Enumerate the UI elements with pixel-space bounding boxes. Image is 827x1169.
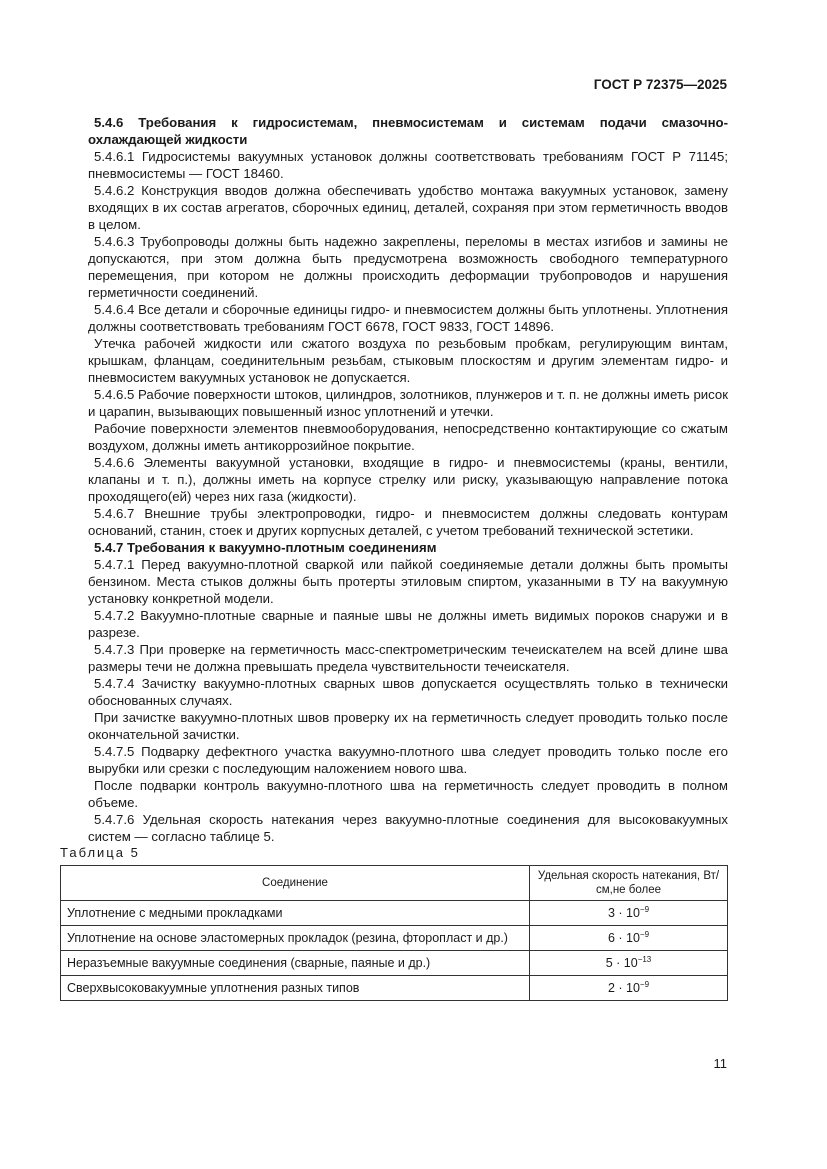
connection-cell: Уплотнение с медными прокладками [61, 901, 530, 926]
leak-rate-cell: $2 \cdot 10^{-9}$ [530, 976, 728, 1001]
table-caption: Таблица 5 [60, 845, 140, 860]
table-row [61, 926, 728, 951]
connection-cell: Уплотнение на основе эластомерных прокладок (резина, фторопласт и др.) [61, 926, 530, 951]
paragraph: 5.4.7.6 Удельная скорость натекания через вакуумно-плотные соединения для высоковакуумных систем — согласно таблице 5. [88, 812, 728, 844]
paragraph: 5.4.6.6 Элементы вакуумной установки, входящие в гидро- и пневмосистемы (краны, вентили, клапаны и т. п.), должны иметь на корпусе стрелку или риску, указывающую направление потока проходящего(ей) через них газа (жидкости). [88, 455, 728, 504]
paragraph: При зачистке вакуумно-плотных швов проверку их на герметичность следует проводить только после окончательной зачистки. [88, 710, 728, 742]
table-row [61, 976, 728, 1001]
document-body [88, 114, 728, 845]
paragraph: 5.4.7.3 При проверке на герметичность масс-спектрометрическим течеискателем на всей длине шва размеры течи не должна превышать предела чувствительности течеискателя. [88, 642, 728, 674]
paragraph: 5.4.6.7 Внешние трубы электропроводки, гидро- и пневмосистем должны следовать контурам оснований, станин, стоек и других корпусных деталей, с учетом требований технической эстетики. [88, 506, 728, 538]
table-header-row [61, 866, 728, 901]
column-header-leak-rate: Удельная скорость натекания, Вт/см,не более [530, 866, 728, 901]
page-number: 11 [713, 1056, 727, 1071]
paragraph: 5.4.7.2 Вакуумно-плотные сварные и паяные швы не должны иметь видимых пороков снаружи и в разрезе. [88, 608, 728, 640]
paragraph: Рабочие поверхности элементов пневмооборудования, непосредственно контактирующие со сжатым воздухом, должны иметь антикоррозийное покрытие. [88, 421, 728, 453]
paragraph: 5.4.6.5 Рабочие поверхности штоков, цилиндров, золотников, плунжеров и т. п. не должны иметь рисок и царапин, вызывающих повышенный износ уплотнений и утечки. [88, 387, 728, 419]
leak-rate-table [60, 865, 728, 1001]
document-id: ГОСТ Р 72375—2025 [593, 77, 727, 92]
paragraph: 5.4.6.2 Конструкция вводов должна обеспечивать удобство монтажа вакуумных установок, замену входящих в их состав агрегатов, сборочных единиц, деталей, сохраняя при этом герметичность вводов в целом. [88, 183, 728, 232]
section-heading: 5.4.6 Требования к гидросистемам, пневмосистемам и системам подачи смазочно-охлаждающей жидкости [88, 115, 728, 147]
paragraph: После подварки контроль вакуумно-плотного шва на герметичность следует проводить в полном объеме. [88, 778, 728, 810]
leak-rate-cell: $3 \cdot 10^{-9}$ [530, 901, 728, 926]
connection-cell: Неразъемные вакуумные соединения (сварные, паяные и др.) [61, 951, 530, 976]
table-row [61, 951, 728, 976]
paragraph: 5.4.7.5 Подварку дефектного участка вакуумно-плотного шва следует проводить только после его вырубки или срезки с последующим наложением нового шва. [88, 744, 728, 776]
column-header-connection: Соединение [61, 866, 530, 901]
table-row [61, 901, 728, 926]
paragraph: 5.4.7.4 Зачистку вакуумно-плотных сварных швов допускается осуществлять только в технически обоснованных случаях. [88, 676, 728, 708]
section-heading: 5.4.7 Требования к вакуумно-плотным соединениям [94, 540, 437, 555]
paragraph: 5.4.7.1 Перед вакуумно-плотной сваркой или пайкой соединяемые детали должны быть промыты бензином. Места стыков должны быть протерты этиловым спиртом, указанными в ТУ на вакуумную установку конкретной модели. [88, 557, 728, 606]
paragraph: 5.4.6.3 Трубопроводы должны быть надежно закреплены, переломы в местах изгибов и замины не допускаются, при этом должна быть предусмотрена возможность свободного температурного перемещения, при котором не должны происходить деформации трубопроводов и нарушения герметичности соединений. [88, 234, 728, 300]
paragraph: Утечка рабочей жидкости или сжатого воздуха по резьбовым пробкам, регулирующим винтам, крышкам, фланцам, соединительным резьбам, стыковым плоскостям и другим элементам гидро- и пневмосистем вакуумных установок не допускается. [88, 336, 728, 385]
connection-cell: Сверхвысоковакуумные уплотнения разных типов [61, 976, 530, 1001]
paragraph: 5.4.6.4 Все детали и сборочные единицы гидро- и пневмосистем должны быть уплотнены. Уплотнения должны соответствовать требованиям ГОСТ 6678, ГОСТ 9833, ГОСТ 14896. [88, 302, 728, 334]
leak-rate-cell: $6 \cdot 10^{-9}$ [530, 926, 728, 951]
leak-rate-cell: $5 \cdot 10^{-13}$ [530, 951, 728, 976]
paragraph: 5.4.6.1 Гидросистемы вакуумных установок должны соответствовать требованиям ГОСТ Р 71145; пневмосистемы — ГОСТ 18460. [88, 149, 728, 181]
